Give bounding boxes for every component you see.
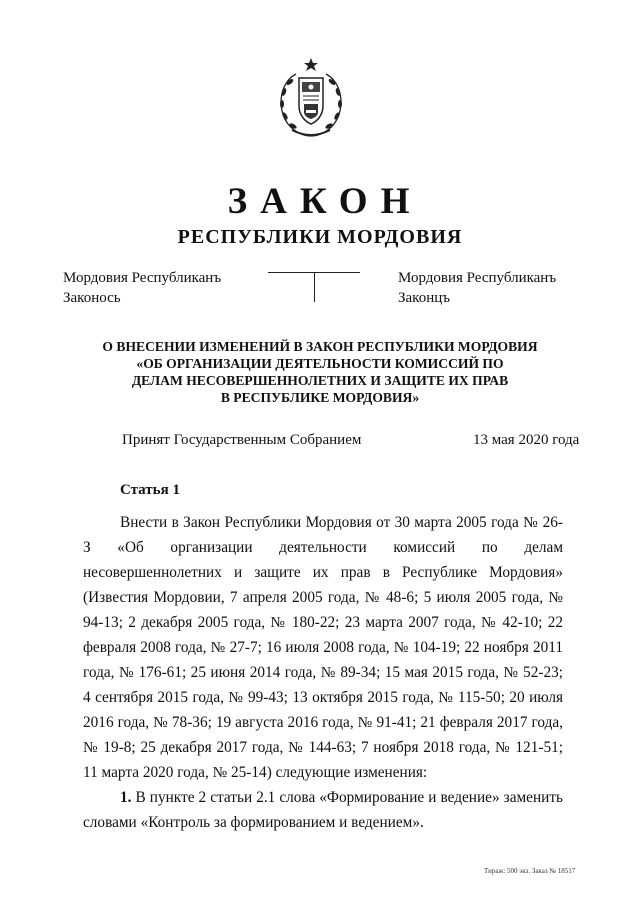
item-text: В пункте 2 статьи 2.1 слова «Формирование и ведение» заменить словами «Контроль за формированием и ведением». bbox=[83, 789, 563, 831]
adoption-statement: Принят Государственным Собранием bbox=[122, 432, 362, 448]
adoption-date: 13 мая 2020 года bbox=[473, 432, 580, 448]
print-info: Тираж: 500 экз. Заказ № 18517 bbox=[484, 867, 576, 875]
article-heading: Статья 1 bbox=[120, 482, 180, 498]
law-subject-heading bbox=[80, 338, 560, 406]
erzya-name-line-2: Законцъ bbox=[398, 290, 451, 306]
document-title: ЗАКОН bbox=[227, 181, 423, 222]
star-icon bbox=[304, 58, 318, 71]
moksha-name-line-2: Законось bbox=[63, 290, 121, 306]
article-body bbox=[83, 510, 563, 835]
subject-line-3: ДЕЛАМ НЕСОВЕРШЕННОЛЕТНИХ И ЗАЩИТЕ ИХ ПРАВ bbox=[131, 373, 509, 388]
header-divider bbox=[268, 272, 360, 300]
document-subtitle: РЕСПУБЛИКИ МОРДОВИЯ bbox=[177, 226, 463, 248]
item-number: 1. bbox=[120, 789, 132, 806]
subject-line-1: О ВНЕСЕНИИ ИЗМЕНЕНИЙ В ЗАКОН РЕСПУБЛИКИ МОРДОВИЯ bbox=[102, 339, 538, 354]
erzya-name-block bbox=[398, 268, 556, 308]
article-item-1 bbox=[83, 785, 563, 835]
erzya-name-line-1: Мордовия Республиканъ bbox=[398, 270, 557, 286]
subject-line-2: «ОБ ОРГАНИЗАЦИИ ДЕЯТЕЛЬНОСТИ КОМИССИЙ ПО bbox=[136, 356, 504, 371]
moksha-name-block bbox=[63, 268, 221, 308]
coat-of-arms-emblem bbox=[266, 56, 356, 140]
subject-line-4: В РЕСПУБЛИКЕ МОРДОВИЯ» bbox=[220, 390, 420, 405]
article-paragraph: Внести в Закон Республики Мордовия от 30 марта 2005 года № 26-З «Об организации деятельности комиссий по делам несовершеннолетних и защите их прав в Республике Мордовия» (Известия Мордовии, 7 апреля 2005 года, № 48-6; 5 июля 2005 года, № 94-13; 2 декабря 2005 года, № 180-22; 23 марта 2007 года, № 42-10; 22 февраля 2008 года, № 27-7; 16 июля 2008 года, № 104-19; 22 ноября 2011 года, № 176-61; 25 июня 2014 года, № 89-34; 15 мая 2015 года, № 52-23; 4 сентября 2015 года, № 99-43; 13 октября 2015 года, № 115-50; 20 июля 2016 года, № 78-36; 19 августа 2016 года, № 91-41; 21 февраля 2017 года, № 19-8; 25 декабря 2017 года, № 144-63; 7 ноября 2018 года, № 121-51; 11 марта 2020 года, № 25-14) следующие изменения: bbox=[83, 514, 563, 781]
moksha-name-line-1: Мордовия Республиканъ bbox=[63, 270, 222, 286]
